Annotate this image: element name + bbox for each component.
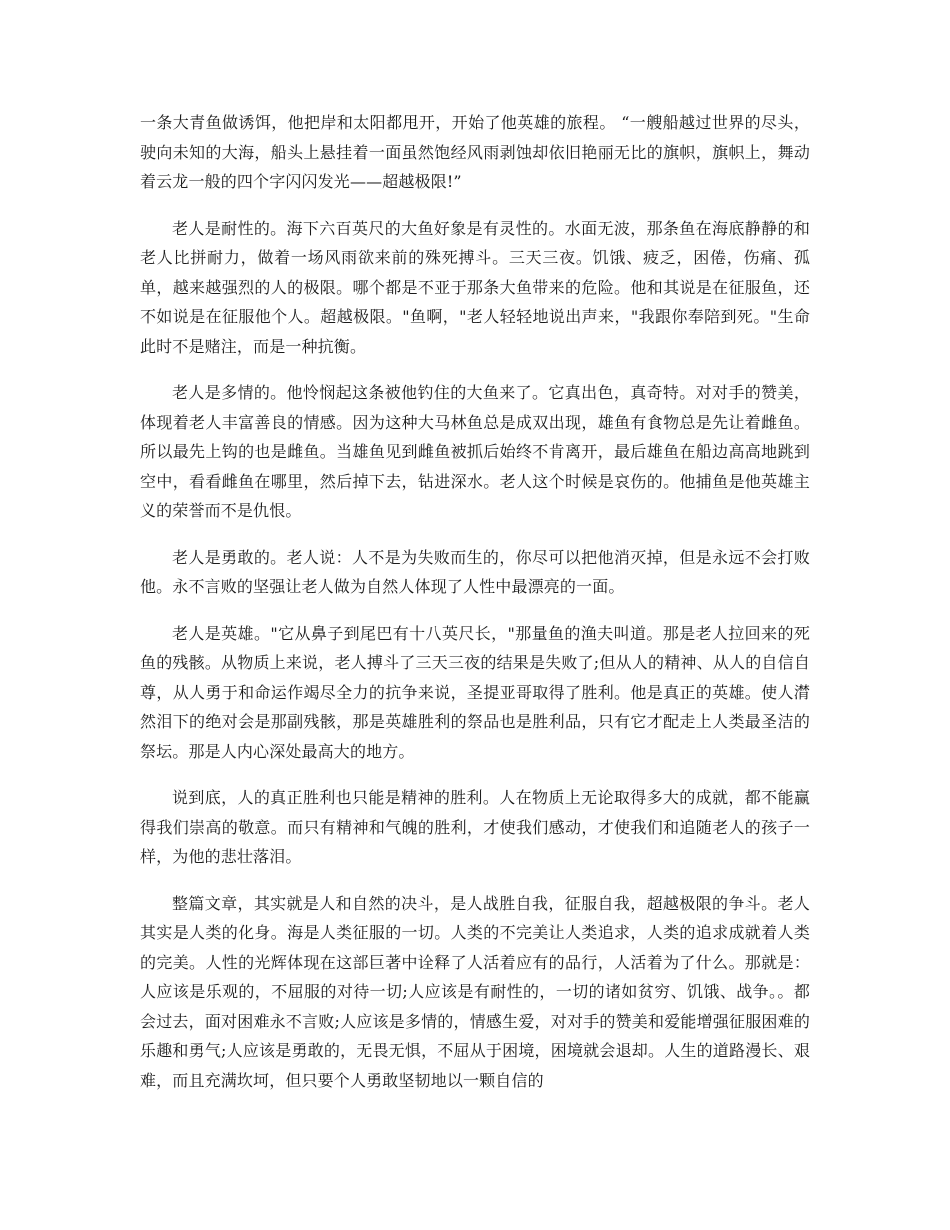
paragraph-5: 老人是英雄。"它从鼻子到尾巴有十八英尺长，"那量鱼的渔夫叫道。那是老人拉回来的死鱼的残骸。从物质上来说，老人搏斗了三天三夜的结果是失败了;但从人的精神、从人的自信自尊，从人勇于和命运作竭尽全力的抗争来说，圣提亚哥取得了胜利。他是真正的英雄。使人潸然泪下的绝对会是那副残骸，那是英雄胜利的祭品也是胜利品，只有它才配走上人类最圣洁的祭坛。那是人内心深处最高大的地方。 <box>140 623 810 761</box>
paragraph-7: 整篇文章，其实就是人和自然的决斗，是人战胜自我，征服自我，超越极限的争斗。老人其实是人类的化身。海是人类征服的一切。人类的不完美让人类追求，人类的追求成就着人类的完美。人性的光辉体现在这部巨著中诠释了人活着应有的品行，人活着为了什么。那就是：人应该是乐观的，不屈服的对待一切;人应该是有耐性的，一切的诸如贫穷、饥饿、战争。。都会过去，面对困难永不言败;人应该是多情的，情感生爱，对对手的赞美和爱能增强征服困难的乐趣和勇气;人应该是勇敢的，无畏无惧，不屈从于困境，困境就会退却。人生的道路漫长、艰难，而且充满坎坷，但只要个人勇敢坚韧地以一颗自信的 <box>140 893 810 1090</box>
paragraph-4: 老人是勇敢的。老人说：人不是为失败而生的，你尽可以把他消灭掉，但是永远不会打败他。永不言败的坚强让老人做为自然人体现了人性中最漂亮的一面。 <box>140 547 810 596</box>
paragraph-2: 老人是耐性的。海下六百英尺的大鱼好象是有灵性的。水面无波，那条鱼在海底静静的和老人比拼耐力，做着一场风雨欲来前的殊死搏斗。三天三夜。饥饿、疲乏，困倦，伤痛、孤单，越来越强烈的人的极限。哪个都是不亚于那条大鱼带来的危险。他和其说是在征服鱼，还不如说是在征服他个人。超越极限。"鱼啊，"老人轻轻地说出声来，"我跟你奉陪到死。"生命此时不是赌注，而是一种抗衡。 <box>140 218 810 356</box>
paragraph-3: 老人是多情的。他怜悯起这条被他钓住的大鱼来了。它真出色，真奇特。对对手的赞美，体现着老人丰富善良的情感。因为这种大马林鱼总是成双出现，雄鱼有食物总是先让着雌鱼。所以最先上钩的也是雌鱼。当雄鱼见到雌鱼被抓后始终不肯离开，最后雄鱼在船边高高地跳到空中，看看雌鱼在哪里，然后掉下去，钻进深水。老人这个时候是哀伤的。他捕鱼是他英雄主义的荣誉而不是仇恨。 <box>140 383 810 520</box>
paragraph-6: 说到底，人的真正胜利也只能是精神的胜利。人在物质上无论取得多大的成就，都不能赢得我们崇高的敬意。而只有精神和气魄的胜利，才使我们感动，才使我们和追随老人的孩子一样，为他的悲壮落泪。 <box>140 788 810 866</box>
paragraph-1: 一条大青鱼做诱饵，他把岸和太阳都甩开，开始了他英雄的旅程。 “一艘船越过世界的尽头，驶向未知的大海，船头上悬挂着一面虽然饱经风雨剥蚀却依旧艳丽无比的旗帜，旗帜上，舞动着云龙一般的四个字闪闪发光——超越极限!” <box>140 113 810 191</box>
